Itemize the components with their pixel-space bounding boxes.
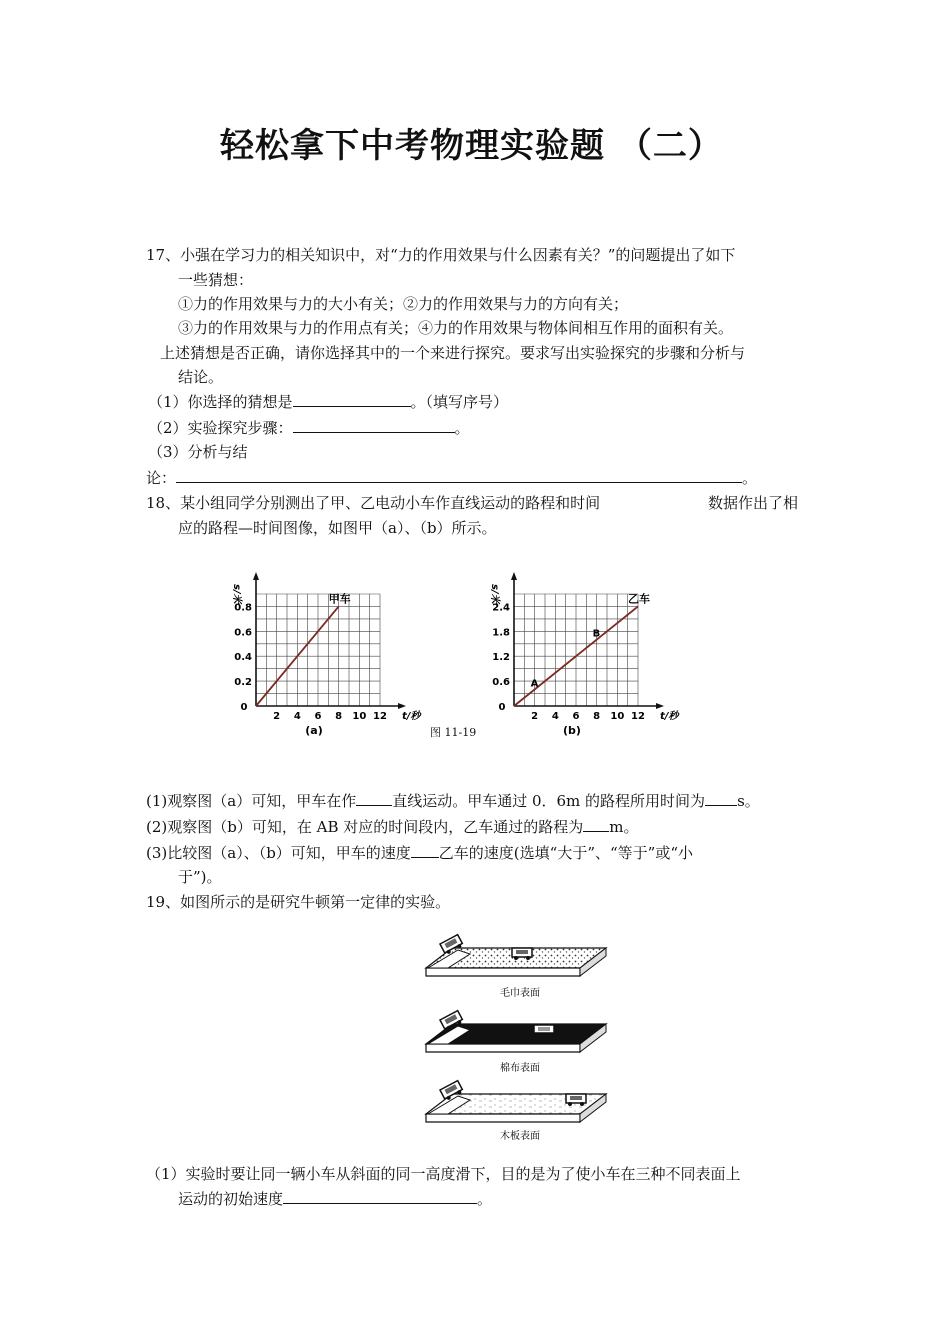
q17-intro-line1: 17、小强在学习力的相关知识中，对“力的作用效果与什么因素有关？”的问题提出了如下: [146, 246, 736, 264]
cotton-surface-setup: [426, 1011, 606, 1052]
q17-task-line1: 上述猜想是否正确，请你选择其中的一个来进行探究。要求写出实验探究的步骤和分析与: [160, 344, 746, 362]
q19-part1-line1: （1）实验时要让同一辆小车从斜面的同一高度滑下，目的是为了使小车在三种不同表面上: [146, 1165, 741, 1183]
q17-part1-suffix: 。（填写序号）: [410, 393, 509, 411]
q18-part1-blank-motion[interactable]: [356, 791, 392, 806]
y-tick-label: 0.2: [234, 677, 252, 689]
q18-part1-c: s。: [737, 792, 760, 810]
q19-intro: 19、如图所示的是研究牛顿第一定律的实验。: [146, 893, 451, 911]
x-axis-arrow: [398, 703, 406, 709]
q17-part2-answer-blank[interactable]: [293, 418, 455, 433]
x-tick-label: 2: [531, 711, 539, 722]
x-tick-label: 6: [314, 711, 322, 722]
x-tick-label: 2: [273, 711, 281, 722]
x-tick-label: 12: [631, 711, 645, 722]
q18-part3-a: (3)比较图（a）、（b）可知，甲车的速度: [146, 844, 411, 862]
experiment-illustration: [418, 930, 618, 1152]
q17-part1-label: （1）你选择的猜想是: [148, 393, 293, 411]
series-label: 乙车: [628, 592, 650, 606]
chart-b: [480, 570, 680, 738]
x-tick-label: 6: [572, 711, 580, 722]
q17-task-line2: 结论。: [178, 368, 224, 386]
y-tick-label: 2.4: [492, 602, 510, 614]
page-title: 轻松拿下中考物理实验题 （二）: [220, 126, 723, 166]
q17-part2-suffix: 。: [454, 419, 470, 437]
figure-caption: 图 11-19: [430, 726, 477, 739]
chart-a: [222, 570, 421, 738]
y-tick-label: 1.8: [492, 627, 510, 639]
q19-part1-answer-blank[interactable]: [283, 1189, 477, 1204]
q19-part1-c: 。: [477, 1190, 493, 1208]
x-tick-label: 4: [293, 711, 301, 722]
q18-part2-b: m。: [609, 818, 639, 836]
x-axis-arrow: [656, 703, 664, 709]
q18-part1-blank-time[interactable]: [705, 791, 737, 806]
q18-part2: [146, 817, 638, 837]
q17-part1: [148, 392, 508, 412]
q17-guess-line1: ①力的作用效果与力的大小有关；②力的作用效果与力的方向有关；: [178, 295, 629, 313]
surface-label-wood: 木板表面: [500, 1131, 540, 1142]
y-axis-arrow: [511, 572, 517, 580]
x-axis-label: t/秒: [660, 711, 679, 722]
x-tick-label: 8: [593, 711, 601, 722]
y-axis-arrow: [253, 572, 259, 580]
x-axis-label: t/秒: [402, 711, 421, 722]
y-tick-label: 0.8: [234, 602, 252, 614]
x-tick-label: 8: [335, 711, 343, 722]
y-axis-label: s/米: [489, 584, 500, 604]
q18-part2-blank-distance[interactable]: [583, 817, 609, 832]
q17-intro-line2: 一些猜想：: [178, 271, 254, 289]
q17-part3-label: （3）分析与结: [148, 443, 248, 461]
x-tick-label: 12: [373, 711, 387, 722]
q18-part3-c: 于”)。: [178, 868, 222, 886]
origin-label: 0: [498, 702, 506, 713]
y-tick-label: 0.4: [234, 652, 252, 664]
q18-part3-blank-compare[interactable]: [411, 843, 439, 858]
q19-part1-b: 运动的初始速度: [178, 1190, 284, 1208]
wood-surface-setup: [426, 1081, 606, 1122]
q18-part2-a: (2)观察图（b）可知，在 AB 对应的时间段内，乙车通过的路程为: [146, 818, 584, 836]
y-tick-label: 1.2: [492, 652, 510, 664]
q17-part1-answer-blank[interactable]: [293, 392, 411, 407]
point-label-A: A: [530, 678, 539, 690]
y-tick-label: 0.6: [492, 677, 510, 689]
q17-part2-label: （2）实验探究步骤：: [148, 419, 293, 437]
panel-label: (b): [563, 724, 581, 737]
q18-part1-b: 直线运动。甲车通过 0．6m 的路程所用时间为: [392, 792, 706, 810]
q18-intro-line1a: 18、某小组同学分别测出了甲、乙电动小车作直线运动的路程和时间: [146, 494, 601, 512]
q18-part3-b: 乙车的速度(选填“大于”、“等于”或“小: [438, 844, 693, 862]
surface-label-towel: 毛巾表面: [500, 988, 540, 999]
x-tick-label: 10: [352, 711, 367, 722]
q18-intro-line2: 应的路程—时间图像，如图甲（a）、（b）所示。: [178, 519, 497, 537]
q17-part2: [148, 418, 470, 438]
y-tick-label: 0.6: [234, 627, 252, 639]
q17-guess-line2: ③力的作用效果与力的作用点有关；④力的作用效果与物体间相互作用的面积有关。: [178, 319, 734, 337]
y-axis-label: s/米: [231, 584, 242, 604]
surface-label-cotton: 棉布表面: [500, 1063, 540, 1074]
series-label: 甲车: [328, 592, 351, 606]
towel-surface-setup: [426, 935, 606, 976]
newton-experiment-figure: [418, 930, 618, 1152]
q17-part3-answer-blank[interactable]: [176, 468, 742, 483]
q18-part1: [146, 791, 760, 811]
q19-part1-line2: [178, 1189, 492, 1209]
q17-part3: [146, 468, 757, 488]
q18-part3: [146, 843, 693, 863]
origin-label: 0: [240, 702, 248, 713]
point-label-B: B: [592, 628, 601, 640]
q18-part1-a: (1)观察图（a）可知，甲车在作: [146, 792, 357, 810]
x-tick-label: 10: [610, 711, 625, 722]
q17-part3-suffix: 。: [742, 469, 758, 487]
panel-label: (a): [305, 724, 323, 737]
q18-intro-line1b: 数据作出了相: [708, 494, 799, 512]
q17-part3-cont: 论：: [146, 469, 177, 487]
x-tick-label: 4: [551, 711, 559, 722]
